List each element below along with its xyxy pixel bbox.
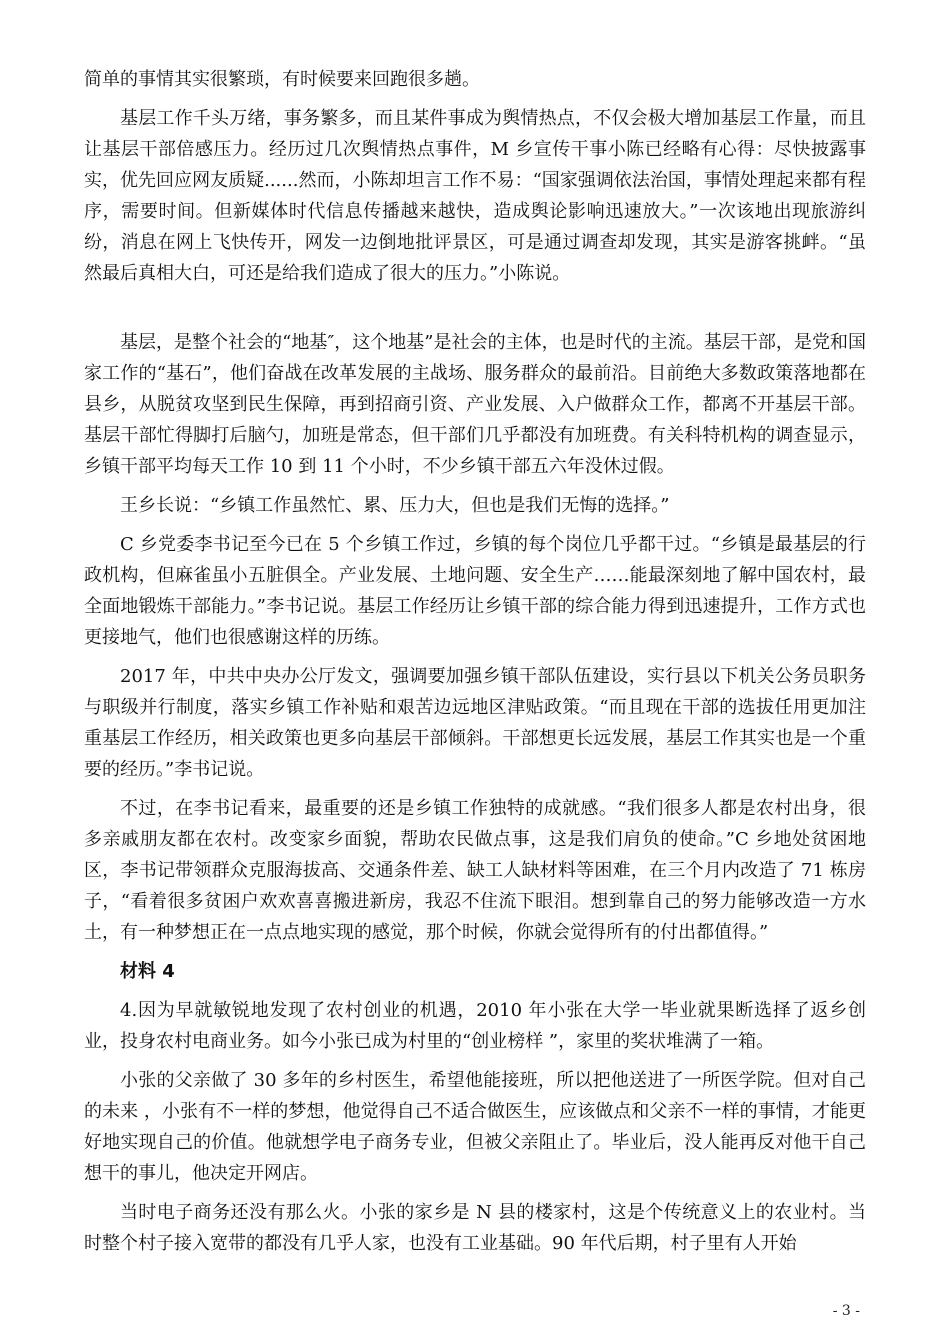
paragraph: 基层工作千头万绪，事务繁多，而且某件事成为舆情热点，不仅会极大增加基层工作量，而且让基层干部倍感压力。经历过几次舆情热点事件，M 乡宣传干事小陈已经略有心得：尽快披露事实，优先回应网友质疑......然而，小陈却坦言工作不易：“国家强调依法治国，事情处理起来都有程序，需要时间。但新媒体时代信息传播越来越快，造成舆论影响迅速放大。”一次该地出现旅游纠纷，消息在网上飞快传开，网发一边倒地批评景区，可是通过调查却发现，其实是游客挑衅。“虽然最后真相大白，可还是给我们造成了很大的压力。”小陈说。 [84, 108, 866, 284]
page-number: - 3 - [832, 1303, 860, 1319]
paragraph: 基层，是整个社会的“地基″，这个地基”是社会的主体，也是时代的主流。基层干部，是党和国家工作的“基石”，他们奋战在改革发展的主战场、服务群众的最前沿。目前绝大多数政策落地都在县乡，从脱贫攻坚到民生保障，再到招商引资、产业发展、入户做群众工作，都离不开基层干部。基层干部忙得脚打后脑勺，加班是常态，但干部们几乎都没有加班费。有关科特机构的调查显示，乡镇干部平均每天工作 10 到 11 个小时，不少乡镇干部五六年没休过假。 [84, 332, 866, 477]
paragraph: 小张的父亲做了 30 多年的乡村医生，希望他能接班，所以把他送进了一所医学院。但对自己的未来 ，小张有不一样的梦想，他觉得自己不适合做医生，应该做点和父亲不一样的事情，才能更好地实现自己的价值。他就想学电子商务专业，但被父亲阻止了。毕业后，没人能再反对他干自己想干的事儿，他决定开网店。 [84, 1070, 866, 1184]
paragraph: 4.因为早就敏锐地发现了农村创业的机遇，2010 年小张在大学一毕业就果断选择了返乡创业，投身农村电商业务。如今小张已成为村里的“创业榜样 ”，家里的奖状堆满了一箱。 [84, 1000, 866, 1052]
paragraph: C 乡党委李书记至今已在 5 个乡镇工作过，乡镇的每个岗位几乎都干过。“乡镇是最基层的行政机构，但麻雀虽小五脏俱全。产业发展、土地问题、安全生产……能最深刻地了解中国农村，最全面地锻炼干部能力。”李书记说。基层工作经历让乡镇干部的综合能力得到迅速提升，工作方式也更接地气，他们也很感谢这样的历练。 [84, 534, 866, 648]
section-heading: 材料 4 [120, 961, 175, 982]
paragraph: 2017 年，中共中央办公厅发文，强调要加强乡镇干部队伍建设，实行县以下机关公务员职务与职级并行制度，落实乡镇工作补贴和艰苦边远地区津贴政策。“而且现在干部的选拔任用更加注重基层工作经历，相关政策也更多向基层干部倾斜。干部想更长远发展，基层工作其实也是一个重要的经历。”李书记说。 [84, 666, 866, 780]
paragraph: 王乡长说：“乡镇工作虽然忙、累、压力大，但也是我们无悔的选择。” [120, 495, 670, 516]
document-page [84, 64, 866, 1267]
paragraph: 当时电子商务还没有那么火。小张的家乡是 N 县的楼家村，这是个传统意义上的农业村。当时整个村子接入宽带的都没有几乎人家，也没有工业基础。90 年代后期，村子里有人开始 [84, 1202, 866, 1254]
paragraph-gap [84, 297, 866, 327]
paragraph: 简单的事情其实很繁琐，有时候要来回跑很多趟。 [84, 69, 480, 90]
paragraph: 不过，在李书记看来，最重要的还是乡镇工作独特的成就感。“我们很多人都是农村出身，很多亲戚朋友都在农村。改变家乡面貌，帮助农民做点事，这是我们肩负的使命。”C 乡地处贫困地区，李书记带领群众克服海拔高、交通条件差、缺工人缺材料等困难，在三个月内改造了 71 栋房子，“看着很多贫困户欢欢喜喜搬进新房，我忍不住流下眼泪。想到靠自己的努力能够改造一方水土，有一种梦想正在一点点地实现的感觉，那个时候，你就会觉得所有的付出都值得。” [84, 798, 866, 943]
